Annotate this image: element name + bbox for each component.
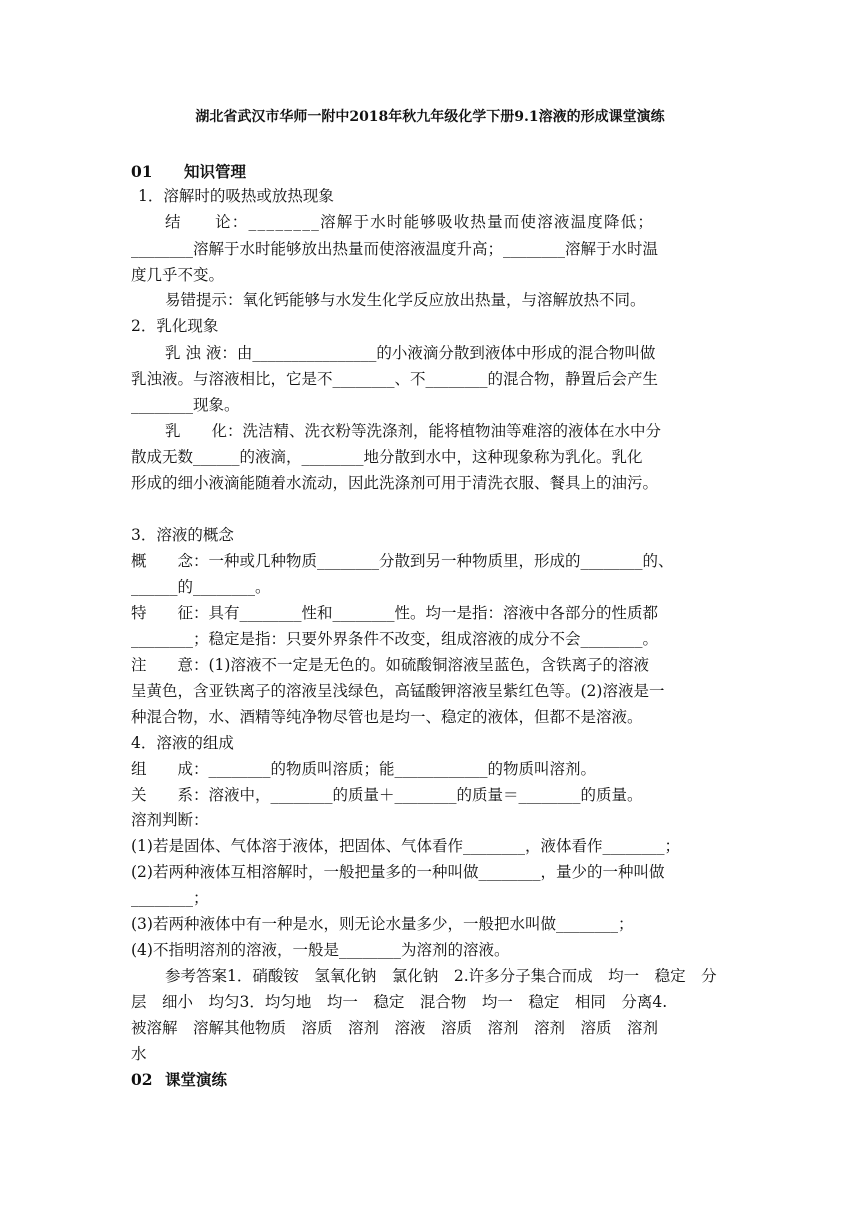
section-02-number: 02 (131, 1070, 153, 1089)
text-line: 呈黄色，含亚铁离子的溶液呈浅绿色，高锰酸钾溶液呈紫红色等。(2)溶液是一 (131, 682, 665, 700)
heading-solution-composition: 4．溶液的组成 (131, 734, 234, 752)
text-line: 特 征：具有________性和________性。均一是指：溶液中各部分的性质都 (131, 604, 659, 622)
text-line: 概 念：一种或几种物质________分散到另一种物质里，形成的________的、 (131, 552, 674, 570)
answer-key-line: 层 细小 均匀3．均匀地 均一 稳定 混合物 均一 稳定 相同 分离4. (131, 993, 668, 1011)
text-line: 乳 化：洗洁精、洗衣粉等洗涤剂，能将植物油等难溶的液体在水中分 (165, 422, 662, 440)
heading-dissolution-heat: 1．溶解时的吸热或放热现象 (138, 187, 334, 205)
heading-solution-concept: 3．溶液的概念 (131, 526, 234, 544)
text-line: (2)若两种液体互相溶解时，一般把量多的一种叫做________，量少的一种叫做 (131, 863, 665, 881)
section-01-heading: 知识管理 (184, 162, 247, 181)
text-line: 种混合物，水、酒精等纯净物尽管也是均一、稳定的液体，但都不是溶液。 (131, 708, 643, 726)
text-line: 散成无数______的液滴，________地分散到水中，这种现象称为乳化。乳化 (131, 448, 643, 466)
text-line: 关 系：溶液中，________的质量＋________的质量＝________的质量。 (131, 786, 643, 804)
text-line: ________溶解于水时能够放出热量而使溶液温度升高；________溶解于水时温 (131, 240, 659, 258)
heading-emulsification: 2．乳化现象 (131, 317, 219, 335)
answer-key-line: 水 (131, 1045, 147, 1063)
text-line: 乳浊液。与溶液相比，它是不________、不________的混合物，静置后会产生 (131, 370, 659, 388)
text-line: ________现象。 (131, 396, 240, 414)
text-line: 度几乎不变。 (131, 266, 225, 284)
text-line: 注 意：(1)溶液不一定是无色的。如硫酸铜溶液呈蓝色，含铁离子的溶液 (131, 656, 649, 674)
text-line: 易错提示：氧化钙能够与水发生化学反应放出热量，与溶解放热不同。 (165, 291, 646, 309)
text-line: 形成的细小液滴能随着水流动，因此洗涤剂可用于清洗衣服、餐具上的油污。 (131, 474, 659, 492)
section-02-heading: 课堂演练 (165, 1070, 228, 1089)
text-line: (4)不指明溶剂的溶液，一般是________为溶剂的溶液。 (131, 941, 510, 959)
text-line: 乳 浊 液：由________________的小液滴分散到液体中形成的混合物叫做 (165, 344, 656, 362)
text-line: (3)若两种液体中有一种是水，则无论水量多少，一般把水叫做________； (131, 915, 634, 933)
document-title: 湖北省武汉市华师一附中2018年秋九年级化学下册9.1溶液的形成课堂演练 (195, 109, 665, 125)
section-01-number: 01 (131, 162, 153, 181)
answer-key-line: 参考答案1．硝酸铵 氢氧化钠 氯化钠 2.许多分子集合而成 均一 稳定 分 (165, 967, 717, 985)
text-line: 组 成：________的物质叫溶质；能____________的物质叫溶剂。 (131, 760, 597, 778)
text-line: (1)若是固体、气体溶于液体，把固体、气体看作________，液体看作________； (131, 837, 680, 855)
answer-key-line: 被溶解 溶解其他物质 溶质 溶剂 溶液 溶质 溶剂 溶剂 溶质 溶剂 (131, 1019, 659, 1037)
text-line: ________； (131, 889, 209, 907)
text-line: ______的________。 (131, 578, 271, 596)
text-line: 溶剂判断： (131, 811, 209, 829)
text-line: ________；稳定是指：只要外界条件不改变，组成溶液的成分不会________。 (131, 630, 659, 648)
text-line: 结 论：________溶解于水时能够吸收热量而使溶液温度降低； (165, 213, 655, 231)
